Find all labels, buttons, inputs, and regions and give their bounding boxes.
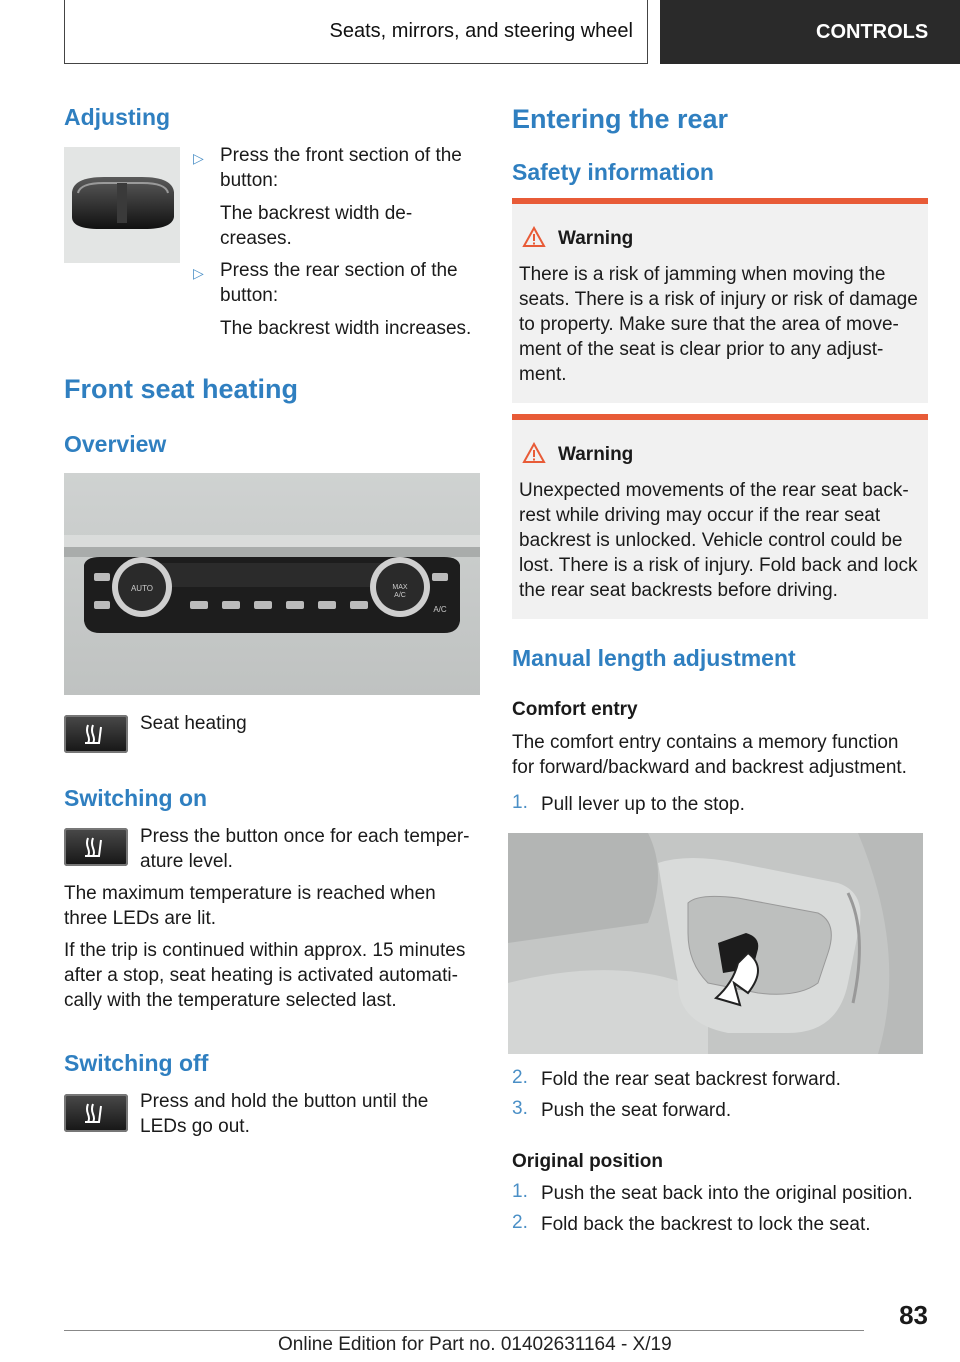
header-chapter-text: CONTROLS	[816, 20, 929, 43]
bullet-icon: ▷	[193, 265, 204, 281]
overview-heading: Overview	[64, 431, 167, 457]
footer-edition: Online Edition for Part no. 01402631164 - X/19	[278, 1334, 672, 1355]
seat-heating-label: Seat heating	[140, 713, 247, 734]
auto-label: AUTO	[130, 584, 154, 593]
switching-on-instruction: Press the button once for each temper- ature level.	[140, 826, 470, 872]
switching-on-heading: Switching on	[64, 785, 208, 811]
adjust-item1-result: The backrest width de- creases.	[220, 203, 413, 249]
backrest-button-image	[64, 147, 180, 263]
header-chapter-tab	[660, 0, 960, 64]
safety-info-heading: Safety information	[512, 159, 714, 185]
step-text: Push the seat back into the original position.	[541, 1183, 913, 1204]
adjust-item2: Press the rear section of the button:	[220, 260, 458, 306]
ac-label: A/C	[433, 605, 447, 614]
switching-on-para2: If the trip is continued within approx. 15 minutes after a stop, seat heating is activated automati- cally with the temperature selected last.	[64, 940, 466, 1011]
step-number: 2.	[512, 1067, 528, 1088]
warning-2-text: Unexpected movements of the rear seat back- rest while driving may occur if the rear seat backrest is unlocked. Vehicle control could be lost. There is a risk of injury. Fold back and lock the rear seat backrests before driving.	[519, 480, 918, 601]
seat-heating-icon	[64, 828, 128, 866]
step-text: Pull lever up to the stop.	[541, 794, 745, 815]
seat-lever-image	[508, 833, 923, 1054]
warning-triangle-icon	[522, 442, 546, 464]
comfort-entry-text: The comfort entry contains a memory function for forward/backward and backrest adjustment.	[512, 732, 907, 778]
max-ac-label: A/C	[394, 592, 406, 599]
adjusting-heading: Adjusting	[64, 104, 171, 130]
step-text: Fold the rear seat backrest forward.	[541, 1069, 841, 1090]
warning-1-title: Warning	[558, 228, 634, 249]
adjust-item1: Press the front section of the button:	[220, 145, 462, 191]
front-seat-heating-heading: Front seat heating	[64, 374, 299, 404]
max-label: MAX	[392, 584, 408, 591]
step-number: 1.	[512, 1181, 528, 1202]
seat-heating-icon	[64, 1094, 128, 1132]
step-number: 3.	[512, 1098, 528, 1119]
step-number: 2.	[512, 1212, 528, 1233]
header-section-text: Seats, mirrors, and steering wheel	[329, 20, 633, 42]
step-number: 1.	[512, 792, 528, 813]
original-position-heading: Original position	[512, 1151, 663, 1172]
header-section-title	[64, 0, 648, 64]
footer-divider	[64, 1330, 864, 1331]
step-text: Fold back the backrest to lock the seat.	[541, 1214, 871, 1235]
comfort-entry-heading: Comfort entry	[512, 699, 638, 720]
warning-box-2	[512, 414, 928, 619]
adjust-item2-result: The backrest width increases.	[220, 318, 472, 339]
page-number: 83	[899, 1300, 928, 1330]
switching-off-heading: Switching off	[64, 1050, 209, 1076]
warning-2-title: Warning	[558, 444, 634, 465]
seat-heating-icon	[64, 715, 128, 753]
switching-off-instruction: Press and hold the button until the LEDs go out.	[140, 1091, 429, 1137]
warning-box-1	[512, 198, 928, 403]
switching-on-para1: The maximum temperature is reached when three LEDs are lit.	[64, 883, 436, 929]
manual-length-heading: Manual length adjustment	[512, 645, 796, 671]
step-text: Push the seat forward.	[541, 1100, 732, 1121]
entering-rear-heading: Entering the rear	[512, 104, 729, 134]
warning-triangle-icon	[522, 226, 546, 248]
climate-panel-image	[64, 473, 480, 695]
bullet-icon: ▷	[193, 150, 204, 166]
warning-1-text: There is a risk of jamming when moving the seats. There is a risk of injury or risk of damage to property. Make sure that the area of move- ment of the seat is clear prior to any adjust- ment.	[519, 264, 918, 385]
